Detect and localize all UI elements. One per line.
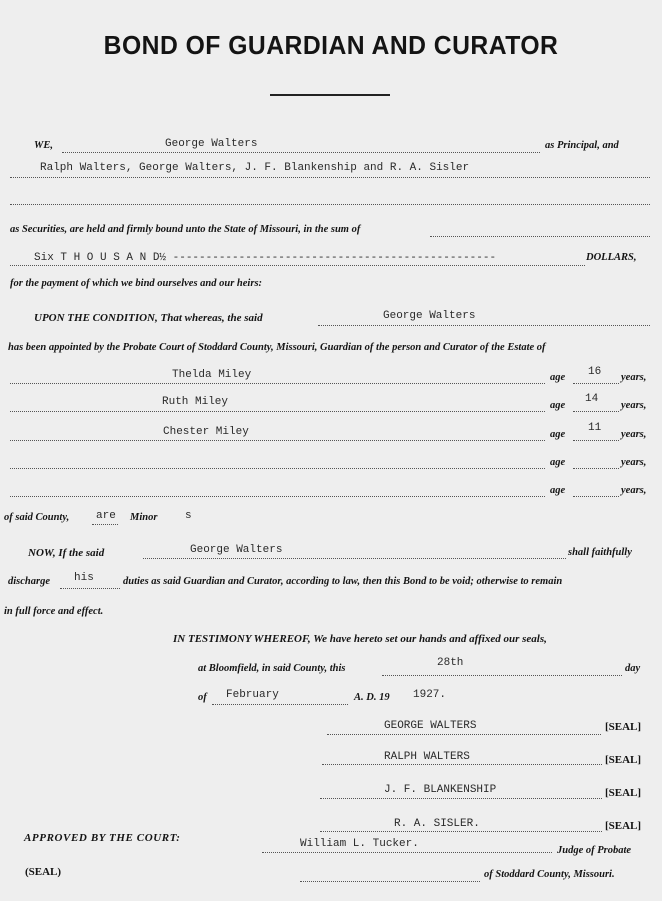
guardian-name-2: George Walters [190, 544, 283, 556]
fill-line [573, 496, 619, 497]
faithfully-label: shall faithfully [568, 547, 632, 558]
age-label: age [550, 485, 566, 496]
securities-clause: as Securities, are held and firmly bound unto the State of Missouri, in the sum of [10, 224, 361, 235]
fill-line [573, 411, 619, 412]
dollars-label: DOLLARS, [586, 252, 637, 263]
signature-4: R. A. SISLER. [394, 818, 480, 830]
principal-name: George Walters [165, 138, 258, 150]
his-text: his [74, 572, 94, 584]
fill-line [10, 265, 585, 266]
fill-line [92, 524, 118, 525]
now-clause: NOW, If the said [28, 547, 105, 559]
fill-line [10, 383, 545, 384]
securities-names: Ralph Walters, George Walters, J. F. Blankenship and R. A. Sisler [40, 162, 470, 174]
fill-line [62, 152, 540, 153]
title-rule [270, 94, 390, 96]
minor-name-2: Ruth Miley [162, 396, 229, 408]
judge-line [262, 852, 552, 853]
guardian-name: George Walters [383, 310, 476, 322]
approved-label: APPROVED BY THE COURT: [24, 832, 181, 844]
years-label: years, [621, 400, 647, 411]
day-value: 28th [437, 657, 464, 669]
seal-label: [SEAL] [605, 787, 642, 799]
of-label: of [198, 692, 207, 703]
are-text: are [96, 510, 116, 522]
bloomfield-label: at Bloomfield, in said County, this [198, 663, 346, 674]
years-label: years, [621, 372, 647, 383]
county-label: of said County, [4, 512, 70, 523]
court-seal-label: (SEAL) [25, 866, 62, 878]
fill-line [60, 588, 120, 589]
fill-line [10, 204, 650, 205]
fill-line [318, 325, 650, 326]
fill-line [10, 411, 545, 412]
condition-clause: UPON THE CONDITION, That whereas, the said [34, 312, 263, 324]
county-of-label: of Stoddard County, Missouri. [484, 869, 615, 880]
signature-line [320, 798, 602, 799]
seal-label: [SEAL] [605, 820, 642, 832]
seal-label: [SEAL] [605, 721, 642, 733]
bond-amount: Six T H O U S A N D½ ------------------------------------------------- [34, 252, 497, 264]
force-clause: in full force and effect. [4, 606, 104, 617]
signature-line [320, 831, 602, 832]
signature-line [327, 734, 601, 735]
duties-clause: duties as said Guardian and Curator, according to law, then this Bond to be void; otherwise to remain [123, 576, 563, 587]
judge-name: William L. Tucker. [300, 838, 419, 850]
judge-label: Judge of Probate [557, 845, 632, 856]
plural-s: s [185, 510, 192, 522]
year-value: 1927. [413, 689, 447, 701]
minor-name-3: Chester Miley [163, 426, 249, 438]
age-label: age [550, 457, 566, 468]
fill-line [143, 558, 566, 559]
signature-1: GEORGE WALTERS [384, 720, 477, 732]
appointment-clause: has been appointed by the Probate Court of Stoddard County, Missouri, Guardian of the person and Curator of the Estate of [8, 342, 546, 353]
testimony-clause: IN TESTIMONY WHEREOF, We have hereto set our hands and affixed our seals, [173, 633, 547, 645]
minor-age-2: 14 [585, 393, 599, 405]
as-principal-label: as Principal, and [545, 140, 619, 151]
age-label: age [550, 400, 566, 411]
signature-2: RALPH WALTERS [384, 751, 470, 763]
discharge-label: discharge [8, 576, 50, 587]
fill-line [573, 468, 619, 469]
we-label: WE, [34, 140, 53, 151]
payment-clause: for the payment of which we bind ourselves and our heirs: [10, 278, 263, 289]
years-label: years, [621, 429, 647, 440]
minor-age-3: 11 [588, 422, 602, 434]
fill-line [212, 704, 348, 705]
fill-line [430, 236, 650, 237]
seal-label: [SEAL] [605, 754, 642, 766]
age-label: age [550, 429, 566, 440]
minor-name-1: Thelda Miley [172, 369, 252, 381]
years-label: years, [621, 485, 647, 496]
fill-line [573, 440, 619, 441]
document-title: BOND OF GUARDIAN AND CURATOR [103, 30, 559, 60]
age-label: age [550, 372, 566, 383]
day-label: day [625, 663, 641, 674]
years-label: years, [621, 457, 647, 468]
signature-line [322, 764, 602, 765]
ad-label: A. D. 19 [354, 692, 390, 703]
fill-line [10, 468, 545, 469]
fill-line [10, 496, 545, 497]
fill-line [300, 881, 480, 882]
fill-line [573, 383, 619, 384]
fill-line [382, 675, 622, 676]
minor-label: Minor [130, 512, 158, 523]
minor-age-1: 16 [588, 366, 602, 378]
fill-line [10, 177, 650, 178]
month-value: February [226, 689, 279, 701]
fill-line [10, 440, 545, 441]
signature-3: J. F. BLANKENSHIP [384, 784, 497, 796]
